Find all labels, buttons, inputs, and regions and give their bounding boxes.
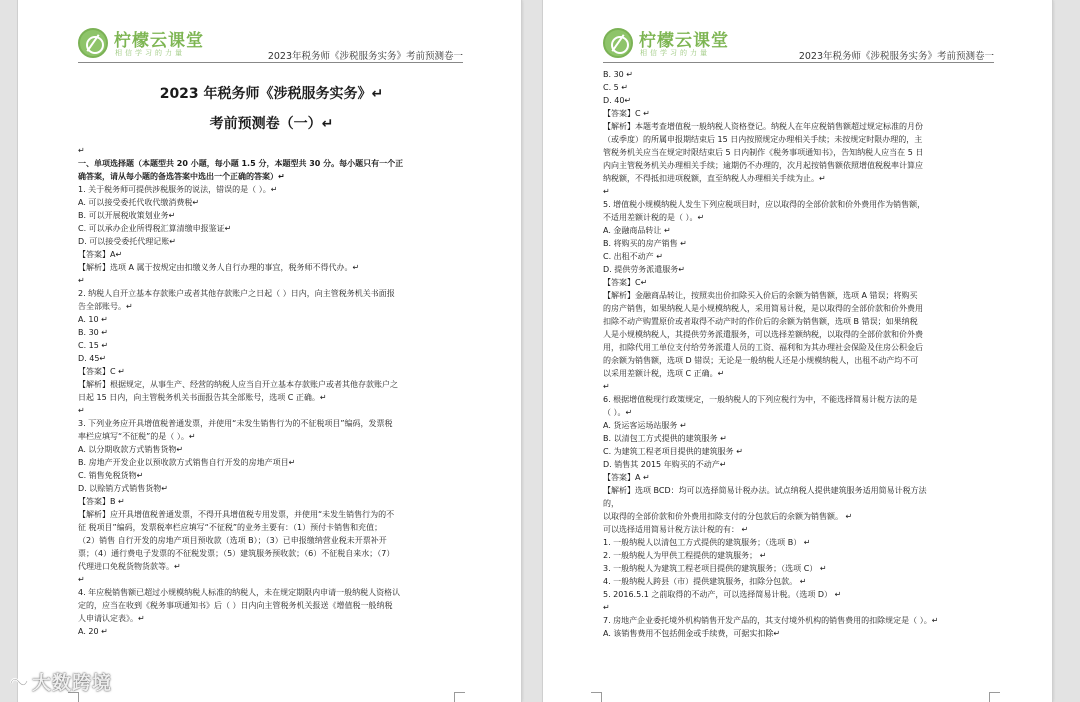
text-line: ↵ bbox=[603, 603, 610, 612]
text-line: A. 以分期收款方式销售货物↵ bbox=[78, 445, 184, 454]
text-line: ↵ bbox=[78, 276, 85, 285]
text-line: A. 可以接受委托代收代缴消费税↵ bbox=[78, 198, 200, 207]
text-line: C. 15 ↵ bbox=[78, 341, 109, 350]
text-line: 率栏应填写“不征税”的是（ ）。↵ bbox=[78, 432, 196, 441]
text-line: 【答案】A↵ bbox=[78, 250, 123, 259]
text-line: （ ）。↵ bbox=[603, 408, 633, 417]
header-title: 2023年税务师《涉税服务实务》考前预测卷一 bbox=[267, 51, 463, 62]
text-line: 不适用差额计税的是（ ）。↵ bbox=[603, 213, 705, 222]
text-line: 2. 纳税人自开立基本存款账户或者其他存款账户之日起（ ）日内，向主管税务机关书面报 bbox=[78, 289, 395, 298]
text-line: 纳税额，不得抵扣进项税额，直至纳税人办理相关手续为止。↵ bbox=[603, 174, 826, 183]
page-header bbox=[603, 22, 994, 64]
page-header bbox=[78, 22, 463, 64]
text-line: C. 为建筑工程老项目提供的建筑服务 ↵ bbox=[603, 447, 743, 456]
text-line: C. 销售免税货物↵ bbox=[78, 471, 144, 480]
text-line: A. 10 ↵ bbox=[78, 315, 108, 324]
text-line: 【解析】选项 A 属于按规定由扣缴义务人自行办理的事宜，税务师不得代办。↵ bbox=[78, 263, 360, 272]
text-line: （或季度）的所属申报期结束后 15 日内按照规定办理相关手续；未按规定时限办理的，主 bbox=[603, 135, 923, 144]
text-line: 【解析】选项 BCD：均可以选择简易计税办法。试点纳税人提供建筑服务适用简易计税方法 bbox=[603, 486, 927, 495]
watermark bbox=[8, 668, 112, 698]
text-line: 4. 年应税销售额已超过小规模纳税人标准的纳税人，未在规定期限内申请一般纳税人资格认 bbox=[78, 588, 401, 597]
text-line: 【解析】金融商品转让，按照卖出价扣除买入价后的余额为销售额，选项 A 错误；将购买 bbox=[603, 291, 918, 300]
text-line: B. 30 ↵ bbox=[78, 328, 108, 337]
text-line: 1. 关于税务师可提供涉税服务的说法，错误的是（ ）。↵ bbox=[78, 185, 278, 194]
text-line: 告全部账号。↵ bbox=[78, 302, 133, 311]
text-line: 5. 增值税小规模纳税人发生下列应税项目时，应以取得的全部价款和价外费用作为销售额， bbox=[603, 200, 926, 209]
text-line: 【解析】应开具增值税普通发票，不得开具增值税专用发票，并使用“未发生销售行为的不 bbox=[78, 510, 395, 519]
document-page-left bbox=[18, 0, 521, 702]
text-line: A. 金融商品转让 ↵ bbox=[603, 226, 671, 235]
text-line: 日起 15 日内，向主管税务机关书面报告其全部账号，选项 C 正确。↵ bbox=[78, 393, 327, 402]
text-line: 5. 2016.5.1 之前取得的不动产，可以选择简易计税。（选项 D） ↵ bbox=[603, 590, 842, 599]
text-line: 以采用差额计税，选项 C 正确。↵ bbox=[603, 369, 725, 378]
text-line: 内向主管税务机关办理相关手续；逾期仍不办理的，次月起按销售额依照增值税税率计算应 bbox=[603, 161, 923, 170]
text-line: B. 将购买的房产销售 ↵ bbox=[603, 239, 687, 248]
text-line: D. 销售其 2015 年购买的不动产↵ bbox=[603, 460, 727, 469]
text-line: 的房产销售，如果纳税人是小规模纳税人，采用简易计税，是以取得的全部价款和价外费用 bbox=[603, 304, 923, 313]
text-line: ↵ bbox=[78, 146, 85, 155]
text-line: A. 该销售费用不包括佣金或手续费，可据实扣除↵ bbox=[603, 629, 781, 638]
text-line: 票；（4）通行费电子发票的不征税发票；（5）建筑服务预收款；（6）不征税自来水；（7） bbox=[78, 549, 395, 558]
text-line: D. 以赊销方式销售货物↵ bbox=[78, 484, 168, 493]
text-line: 【解析】本题考查增值税一般纳税人资格登记。纳税人在年应税销售额超过规定标准的月份 bbox=[603, 122, 923, 131]
text-line: 【答案】C↵ bbox=[603, 278, 648, 287]
text-line: 1. 一般纳税人以清包工方式提供的建筑服务；（选项 B） ↵ bbox=[603, 538, 811, 547]
text-line: 【解析】根据规定，从事生产、经营的纳税人应当自开立基本存款账户或者其他存款账户之 bbox=[78, 380, 398, 389]
page-content bbox=[78, 68, 465, 638]
text-line: 定的，应当在收到《税务事项通知书》后（ ）日内向主管税务机关报送《增值税一般纳税 bbox=[78, 601, 393, 610]
text-line: B. 可以开展税收策划业务↵ bbox=[78, 211, 176, 220]
watermark-logo-icon bbox=[8, 673, 30, 691]
text-line: 6. 根据增值税现行政策规定，一般纳税人的下列应税行为中，不能选择简易计税方法的是 bbox=[603, 395, 918, 404]
text-line: 的余额为销售额，选项 D 错误；无论是一般纳税人还是小规模纳税人，出租不动产均不可 bbox=[603, 356, 919, 365]
text-line: 3. 下列业务应开具增值税普通发票，并使用“未发生销售行为的不征税项目”编码，发票税 bbox=[78, 419, 393, 428]
header-divider bbox=[78, 62, 463, 63]
page-corner-mark bbox=[454, 692, 465, 702]
text-line: 人申请认定表》。↵ bbox=[78, 614, 145, 623]
document-page-right bbox=[543, 0, 1052, 702]
text-line: 扣除不动产购置原价或者取得不动产时的作价后的余额为销售额，选项 B 错误；如果纳税 bbox=[603, 317, 918, 326]
text-line: 一、单项选择题（本题型共 20 小题，每小题 1.5 分，本题型共 30 分。每小题只有一个正 bbox=[78, 159, 404, 168]
text-line: ↵ bbox=[78, 575, 85, 584]
text-line: A. 货运客运场站服务 ↵ bbox=[603, 421, 687, 430]
text-line: 【答案】A ↵ bbox=[603, 473, 650, 482]
text-line: 的， bbox=[603, 499, 619, 508]
logo-name: 柠檬云课堂 bbox=[639, 31, 729, 51]
logo-slogan: 相信学习的力量 bbox=[640, 49, 710, 57]
document-subtitle: 考前预测卷（一）↵ bbox=[209, 116, 334, 132]
text-line: 代理进口免税货物货款等。↵ bbox=[78, 562, 181, 571]
lemon-logo-icon bbox=[603, 28, 633, 58]
page-corner-mark bbox=[989, 692, 1000, 702]
text-line: D. 40↵ bbox=[603, 96, 632, 105]
text-line: 可以选择适用简易计税方法计税的有： ↵ bbox=[603, 525, 749, 534]
logo-name: 柠檬云课堂 bbox=[114, 31, 204, 51]
page-content bbox=[603, 68, 996, 640]
text-line: A. 20 ↵ bbox=[78, 627, 108, 636]
document-title: 2023 年税务师《涉税服务实务》↵ bbox=[159, 86, 384, 102]
header-divider bbox=[603, 62, 994, 63]
text-line: D. 提供劳务派遣服务↵ bbox=[603, 265, 685, 274]
text-line: 管税务机关应当在规定时限结束后 5 日内制作《税务事项通知书》，告知纳税人应当在 5 日 bbox=[603, 148, 924, 157]
watermark-text: 大数跨境 bbox=[32, 672, 113, 694]
text-line: C. 5 ↵ bbox=[603, 83, 629, 92]
text-line: D. 可以接受委托代理记账↵ bbox=[78, 237, 176, 246]
text-line: C. 可以承办企业所得税汇算清缴申报鉴证↵ bbox=[78, 224, 232, 233]
text-line: B. 以清包工方式提供的建筑服务 ↵ bbox=[603, 434, 727, 443]
header-title: 2023年税务师《涉税服务实务》考前预测卷一 bbox=[798, 51, 994, 62]
text-line: 以取得的全部价款和价外费用扣除支付的分包款后的余额为销售额。 ↵ bbox=[603, 512, 853, 521]
text-line: ↵ bbox=[603, 382, 610, 391]
text-line: B. 30 ↵ bbox=[603, 70, 633, 79]
text-line: ↵ bbox=[78, 406, 85, 415]
text-line: 征 税项目”编码，发票税率栏应填写“不征税”的业务主要有：（1）预付卡销售和充值； bbox=[78, 523, 383, 532]
text-line: 【答案】B ↵ bbox=[78, 497, 125, 506]
text-line: 人是小规模纳税人，其提供劳务派遣服务，可以选择差额纳税，以取得的全部价款和价外费 bbox=[603, 330, 923, 339]
text-line: B. 房地产开发企业以预收款方式销售自行开发的房地产项目↵ bbox=[78, 458, 296, 467]
text-line: 用，扣除代用工单位支付给劳务派遣人员的工资、福利和为其办理社会保险及住房公积金后 bbox=[603, 343, 923, 352]
text-line: D. 45↵ bbox=[78, 354, 107, 363]
logo-slogan: 相信学习的力量 bbox=[115, 49, 185, 57]
lemon-logo-icon bbox=[78, 28, 108, 58]
text-line: （2）销售 自行开发的房地产项目预收款（选项 B）；（3）已申报缴纳营业税未开票补开 bbox=[78, 536, 387, 545]
text-line: 7. 房地产企业委托境外机构销售开发产品的，其支付境外机构的销售费用的扣除规定是（ ）。↵ bbox=[603, 616, 939, 625]
text-line: 确答案，请从每小题的备选答案中选出一个正确的答案）↵ bbox=[78, 172, 285, 181]
text-line: 【答案】C ↵ bbox=[603, 109, 650, 118]
text-line: C. 出租不动产 ↵ bbox=[603, 252, 663, 261]
page-corner-mark bbox=[591, 692, 602, 702]
text-line: 3. 一般纳税人为建筑工程老项目提供的建筑服务；（选项 C） ↵ bbox=[603, 564, 827, 573]
text-line: ↵ bbox=[603, 187, 610, 196]
text-line: 4. 一般纳税人跨县（市）提供建筑服务，扣除分包款。 ↵ bbox=[603, 577, 807, 586]
text-line: 2. 一般纳税人为甲供工程提供的建筑服务； ↵ bbox=[603, 551, 767, 560]
text-line: 【答案】C ↵ bbox=[78, 367, 125, 376]
